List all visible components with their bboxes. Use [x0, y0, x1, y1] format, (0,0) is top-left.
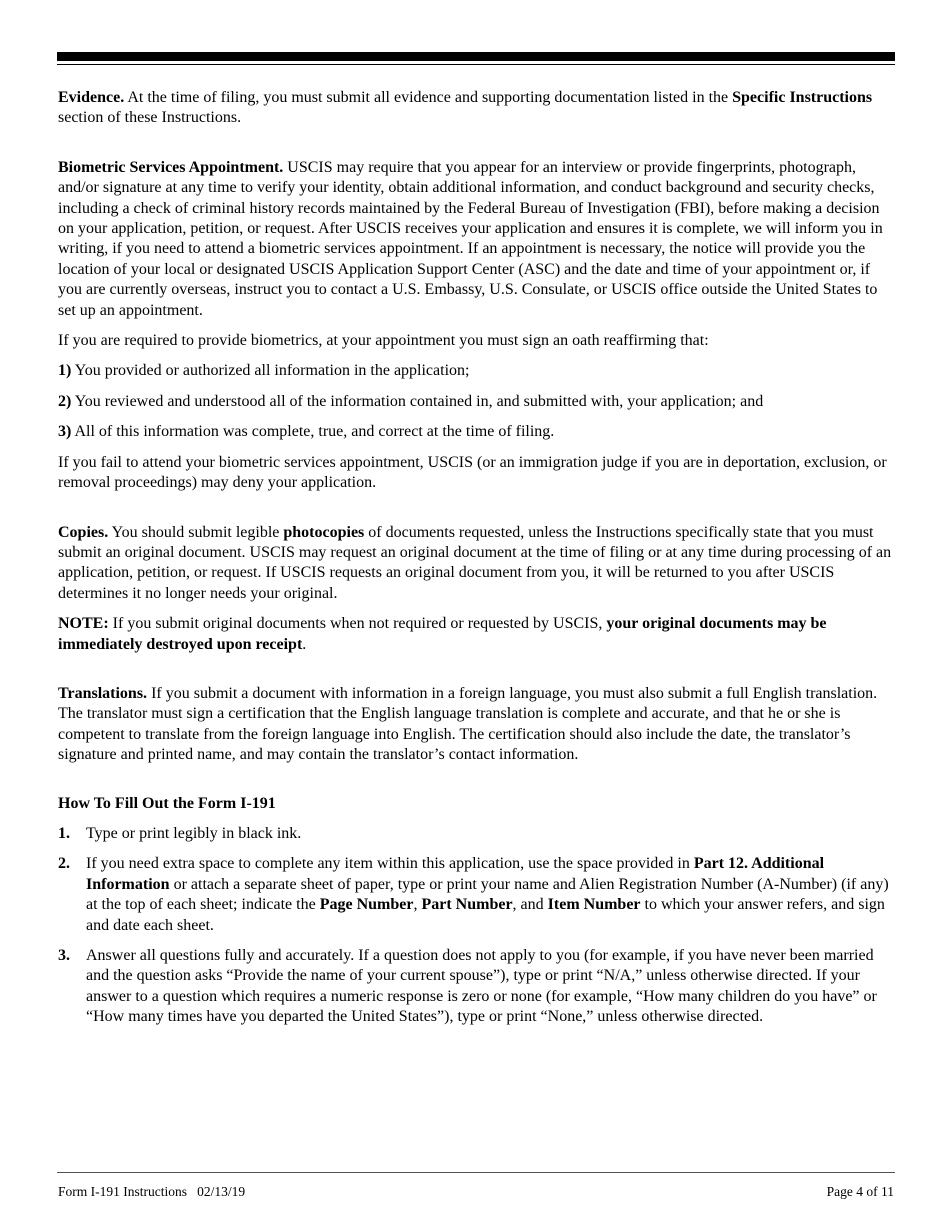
evidence-heading: Evidence.	[58, 89, 125, 106]
footer-rule	[57, 1172, 895, 1173]
biometric-paragraph: Biometric Services Appointment. USCIS may require that you appear for an interview or provide fingerprints, photograph, and/or signature at any time to verify your identity, obtain additional information, and conduct background and security checks, including a check of criminal history records maintained by the Federal Bureau of Investigation (FBI), before making a decision on your application, petition, or request. After USCIS receives your application and ensures it is complete, we will inform you in writing, if you need to attend a biometric services appointment. If an appointment is necessary, the notice will provide you the location of your local or designated USCIS Application Support Center (ASC) and the date and time of your appointment or, if you are currently overseas, instruct you to contact a U.S. Embassy, U.S. Consulate, or USCIS office outside the United States to set up an appointment.	[58, 158, 883, 319]
footer-page-number: Page 4 of 11	[826, 1184, 894, 1199]
header-rule-thick	[57, 52, 895, 61]
page-content	[58, 88, 896, 1028]
oath-intro: If you are required to provide biometrics, at your appointment you must sign an oath reaffirming that:	[58, 332, 709, 350]
copies-heading: Copies.	[58, 523, 109, 541]
oath-item: 3) All of this information was complete, true, and correct at the time of filing.	[58, 423, 555, 441]
oath-item: 1) You provided or authorized all information in the application;	[58, 362, 470, 380]
copies-paragraph: Copies. You should submit legible photocopies of documents requested, unless the Instructions specifically state that you must submit an original document. USCIS may request an original document at the time of filing or at any time during processing of an application, petition, or request. If USCIS requests an original document from you, it will be returned to you after USCIS determines it no longer needs your original.	[58, 523, 892, 602]
instruction-item-2: 2. If you need extra space to complete any item within this application, use the space provided in Part 12. Additional Information or attach a separate sheet of paper, type or print your name and Alien Registration Number (A-Number) (if any) at the top of each sheet; indicate the Page Number, Part Number, and Item Number to which your answer refers, and sign and date each sheet.	[58, 855, 889, 934]
translations-paragraph: Translations. If you submit a document with information in a foreign language, you must also submit a full English translation. The translator must sign a certification that the English language translation is complete and accurate, and that he or she is competent to translate from the foreign language into English. The certification should also include the date, the translator’s signature and printed name, and may contain the translator’s contact information.	[58, 684, 878, 764]
oath-item: 2) You reviewed and understood all of the information contained in, and submitted with, your application; and	[58, 392, 764, 410]
instruction-item-1: 1. Type or print legibly in black ink.	[58, 824, 302, 842]
how-to-heading: How To Fill Out the Form I-191	[58, 794, 276, 812]
translations-heading: Translations.	[58, 684, 148, 702]
footer-form-id: Form I-191 Instructions 02/13/19	[58, 1184, 246, 1199]
instruction-item-3: 3. Answer all questions fully and accurately. If a question does not apply to you (for example, if you have never been married and the question asks “Provide the name of your current spouse”), type or print “N/A,” unless otherwise directed. If your answer to a question which requires a numeric response is zero or none (for example, “How many children do you have” or “How many times have you departed the United States”), type or print “None,” unless otherwise directed.	[58, 947, 877, 1026]
header-rule-thin	[57, 64, 895, 65]
note-paragraph: NOTE: If you submit original documents when not required or requested by USCIS, your original documents may be immediately destroyed upon receipt.	[58, 615, 827, 653]
fail-paragraph: If you fail to attend your biometric services appointment, USCIS (or an immigration judge if you are in deportation, exclusion, or removal proceedings) may deny your application.	[58, 453, 887, 492]
note-label: NOTE:	[58, 615, 109, 633]
biometric-heading: Biometric Services Appointment.	[58, 158, 284, 176]
evidence-paragraph: Evidence. At the time of filing, you must submit all evidence and supporting documentation listed in the Specific Instructions section of these Instructions.	[58, 89, 873, 127]
